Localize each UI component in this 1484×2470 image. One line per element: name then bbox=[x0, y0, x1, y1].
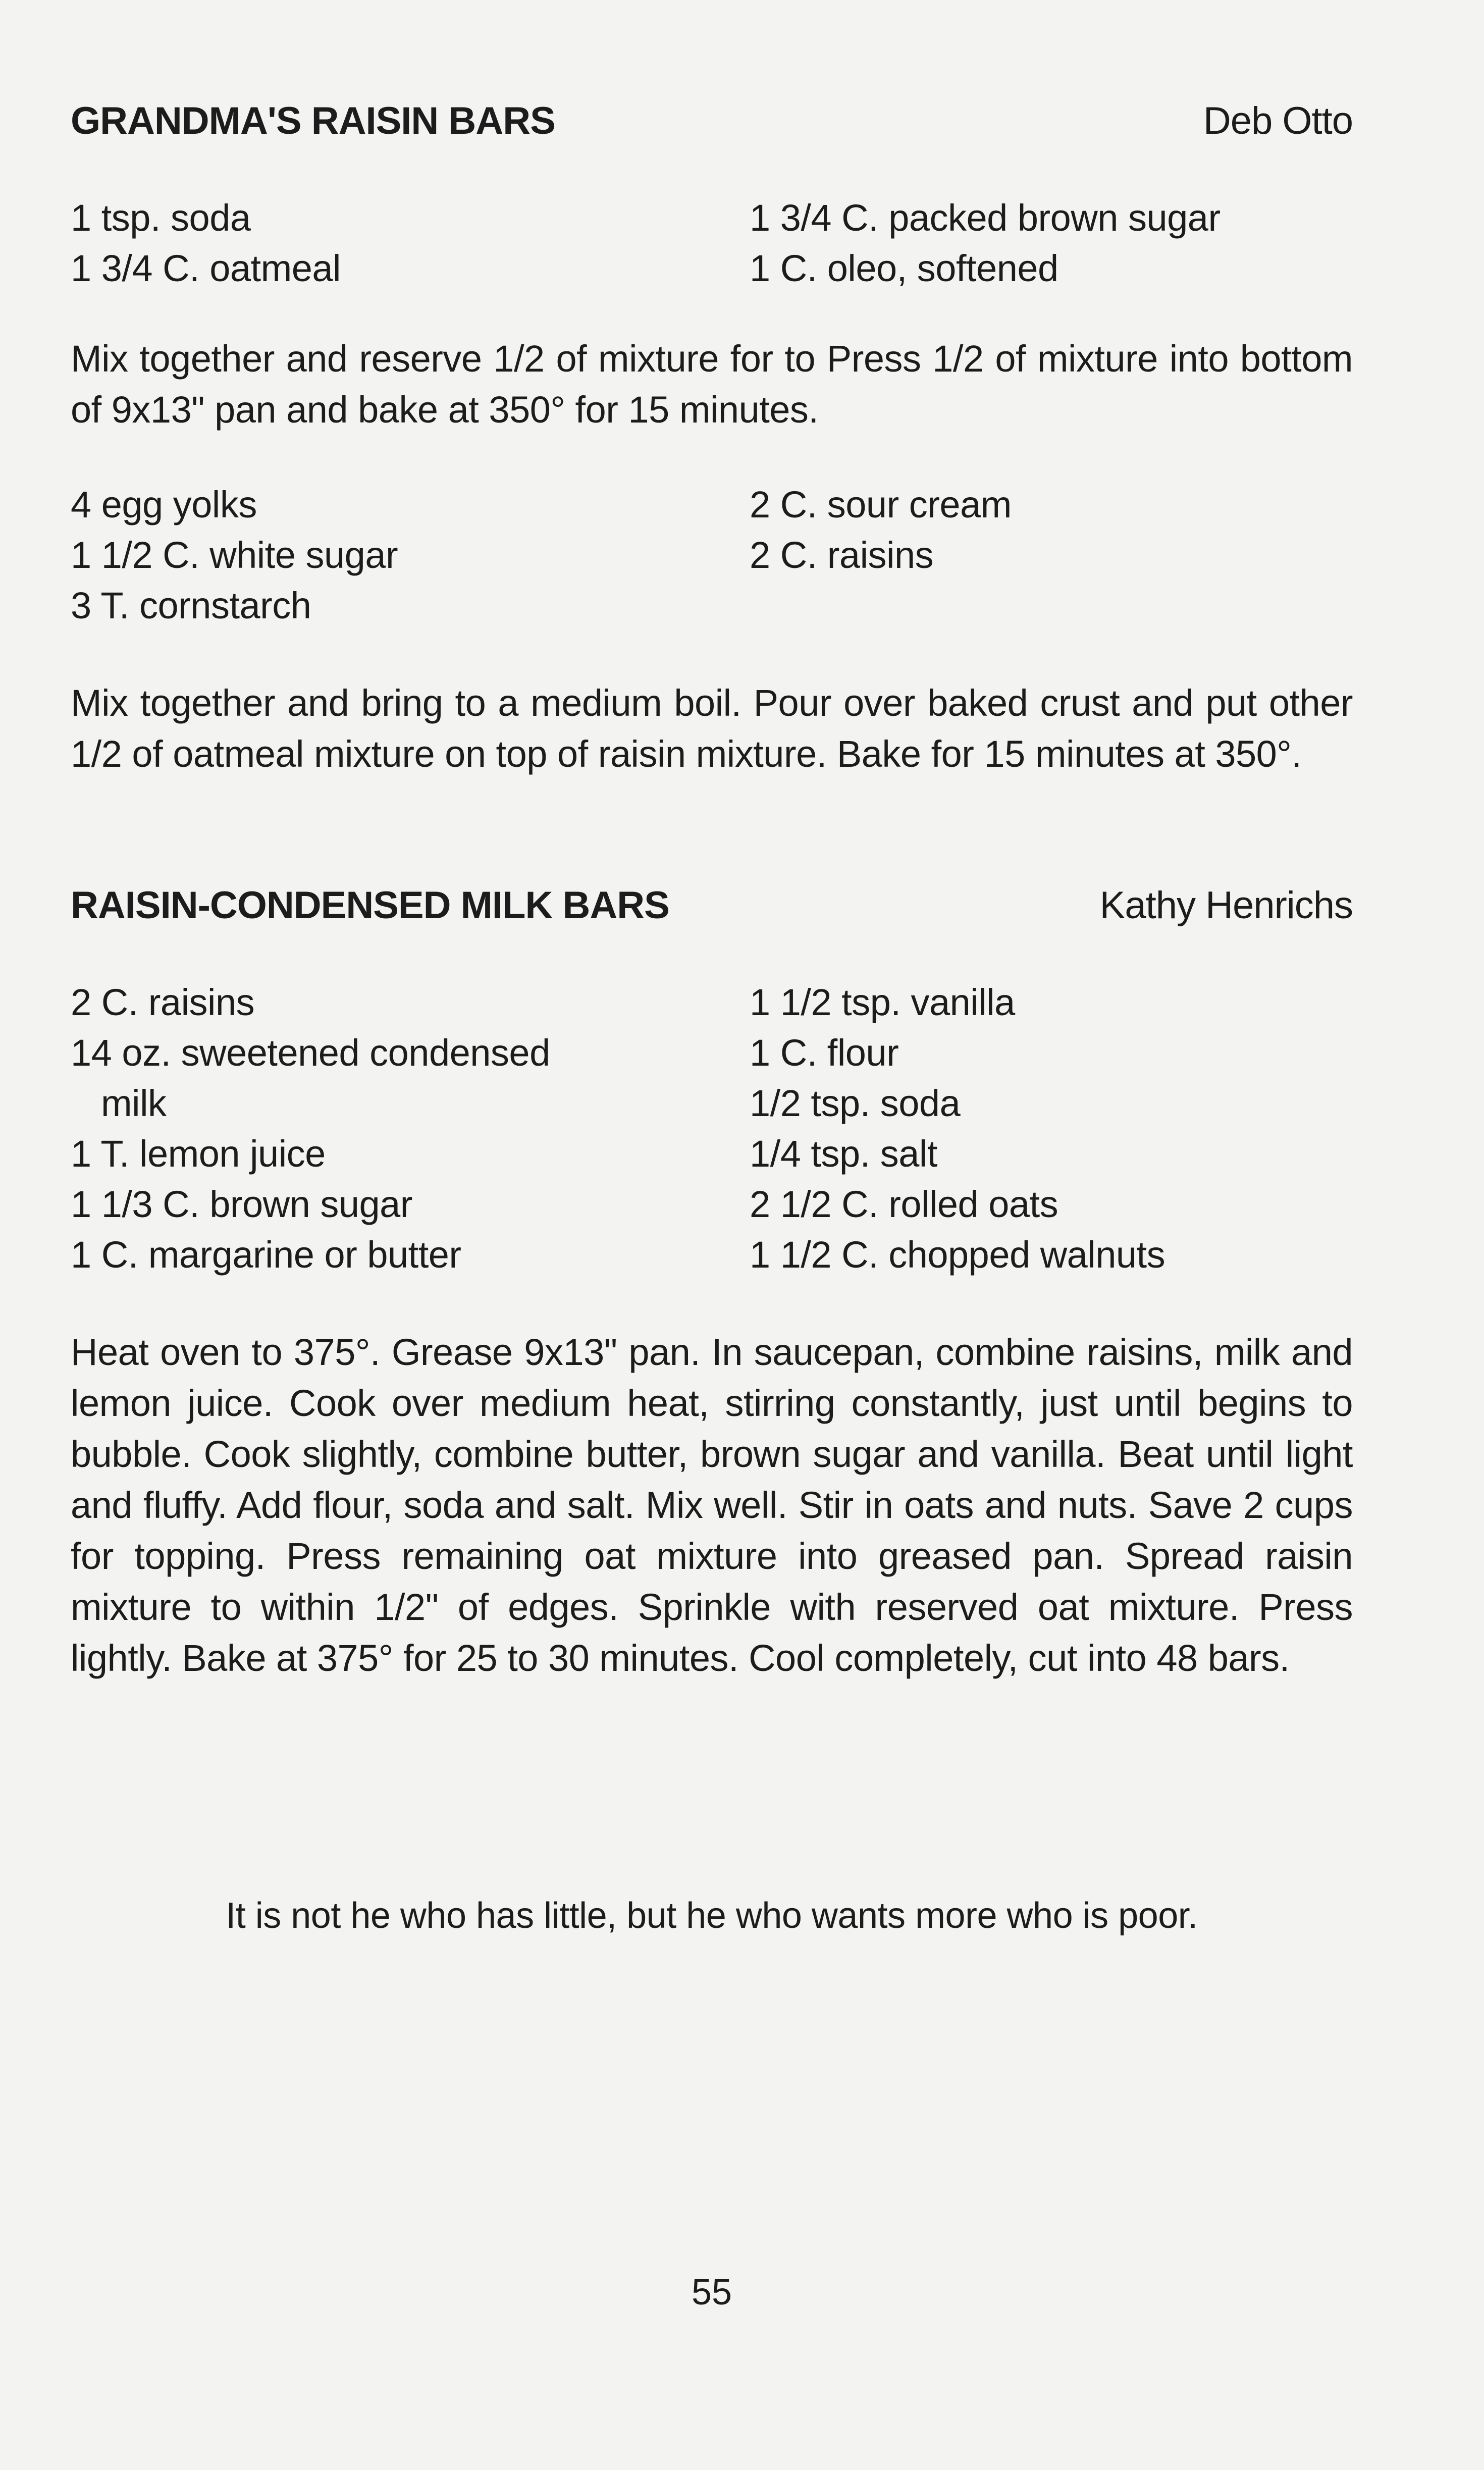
ingredient: 1 1/2 C. white sugar bbox=[71, 534, 398, 576]
ingredient: 1 3/4 C. packed brown sugar bbox=[750, 197, 1221, 239]
ingredient: 1 1/3 C. brown sugar bbox=[71, 1183, 412, 1225]
ingredient: 1 1/2 C. chopped walnuts bbox=[750, 1234, 1165, 1276]
ingredient: 1/2 tsp. soda bbox=[750, 1082, 961, 1124]
recipe-author: Kathy Henrichs bbox=[1099, 884, 1353, 927]
instructions: Heat oven to 375°. Grease 9x13" pan. In saucepan, combine raisins, milk and lemon juice. Cook over medium heat, stirring constantly, just until begins to bubble. Cook slightly, combine butter, brown sugar and vanilla. Beat until light and fluffy. Add flour, soda and salt. Mix well. Stir in oats and nuts. Save 2 cups for topping. Press remaining oat mixture into greased pan. Spread raisin mixture to within 1/2" of edges. Sprinkle with reserved oat mixture. Press lightly. Bake at 375° for 25 to 30 minutes. Cool completely, cut into 48 bars. bbox=[71, 1331, 1353, 1679]
crust-instructions: Mix together and reserve 1/2 of mixture for to Press 1/2 of mixture into bottom of 9x13" pan and bake at 350° for 15 minutes. bbox=[71, 338, 1353, 431]
ingredient: 1 C. margarine or butter bbox=[71, 1234, 461, 1276]
ingredient: 1 1/2 tsp. vanilla bbox=[750, 981, 1015, 1023]
ingredient: 2 C. raisins bbox=[71, 981, 255, 1023]
ingredient: 4 egg yolks bbox=[71, 484, 257, 525]
recipe-header bbox=[71, 96, 1353, 146]
ingredient bbox=[750, 581, 1353, 631]
ingredient: 2 C. raisins bbox=[750, 534, 934, 576]
recipe-raisin-condensed-milk-bars bbox=[71, 880, 1353, 1684]
ingredient: 1 3/4 C. oatmeal bbox=[71, 247, 341, 289]
recipe-author: Deb Otto bbox=[1203, 99, 1353, 142]
filling-instructions: Mix together and bring to a medium boil. Pour over baked crust and put other 1/2 of oatmeal mixture on top of raisin mixture. Bake for 15 minutes at 350°. bbox=[71, 682, 1353, 775]
ingredient: 2 1/2 C. rolled oats bbox=[750, 1183, 1058, 1225]
recipe-header bbox=[71, 880, 1353, 931]
ingredient: 1 T. lemon juice bbox=[71, 1133, 326, 1175]
page-content bbox=[71, 96, 1353, 1941]
filling-ingredient-list bbox=[71, 480, 1353, 631]
ingredient-list bbox=[71, 977, 1353, 1280]
ingredient: 2 C. sour cream bbox=[750, 484, 1012, 525]
ingredient: 14 oz. sweetened condensed bbox=[71, 1032, 550, 1074]
recipe-grandmas-raisin-bars bbox=[71, 96, 1353, 779]
ingredient: 1 C. flour bbox=[750, 1032, 899, 1074]
ingredient: 3 T. cornstarch bbox=[71, 585, 311, 626]
ingredient: 1/4 tsp. salt bbox=[750, 1133, 937, 1175]
recipe-title: GRANDMA'S RAISIN BARS bbox=[71, 99, 555, 142]
ingredient: 1 C. oleo, softened bbox=[750, 247, 1058, 289]
page-number: 55 bbox=[691, 2272, 732, 2313]
crust-ingredient-list bbox=[71, 193, 1353, 294]
ingredient: milk bbox=[101, 1082, 167, 1124]
ingredient: 1 tsp. soda bbox=[71, 197, 251, 239]
page-quote: It is not he who has little, but he who wants more who is poor. bbox=[226, 1896, 1198, 1936]
recipe-title: RAISIN-CONDENSED MILK BARS bbox=[71, 884, 669, 927]
